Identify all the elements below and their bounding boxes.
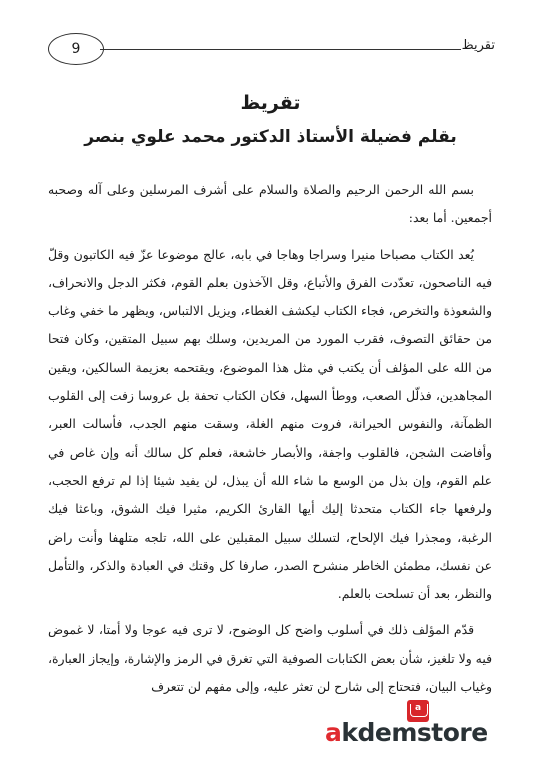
body-text xyxy=(48,176,492,709)
page-subtitle: بقلم فضيلة الأستاذ الدكتور محمد علوي بنصر xyxy=(84,127,457,147)
paragraph-opening: بسم الله الرحمن الرحيم والصلاة والسلام على أشرف المرسلين وعلى آله وصحبه أجمعين. أما بعد: xyxy=(48,182,492,226)
running-title: تقريظ xyxy=(461,38,495,53)
paragraph-main: يُعد الكتاب مصباحا منيرا وسراجا وهاجا في بابه، عالج موضوعا عزّ فيه الكاتبون وقلّ فيه الناصحون، تعدّدت الفرق والأتباع، وقل الآخذون بعلم القوم، فكثر الدجل والانحراف، والشعوذة والتخرص، فجاء الكتاب ليكشف الغطاء، ويزيل الالتباس، ويظهر ما خفي وغاب من حقائق التصوف، فقرب المورد من المريدين، وسلك بهم سبيل المتقين، وكان فتحا من الله على المؤلف أن يكتب في مثل هذا الموضوع، ويقتحمه بعزيمة السالكين، ويقين المجاهدين، فذلّل الصعب، ووطأ السهل، فكان الكتاب تحفة بل عروسا زفت إلى القلوب الظمآنة، والنفوس الحيرانة، فروت منهم الغلة، وسقت منهم الجدب، فأسالت العبر، وأفاضت الشجن، فالقلوب واجفة، والأبصار خاشعة، فعلم كل سالك أنه وإن غاص في علم القوم، وإن بذل من الوسع ما شاء الله أن يبذل، لن يفيد شيئا إذا لم ترفع الحجب، ولرفعها جاء الكتاب متحدثا إليك أيها القارئ الكريم، مثيرا فيك الشوق، وباعثا فيك الرغبة، ومجذرا فيك الإلحاح، لتسلك سبيل المقبلين على الله، تلجه متلهفا وأنت راض عن نفسك، مطمئن الخاطر منشرح الصدر، صارفا كل وقتك في العبادة والذكر، والتأمل والنظر، بعد أن تسلحت بالعلم. xyxy=(48,246,492,602)
page-number: 9 xyxy=(48,33,104,65)
store-logo-text: akdemstore xyxy=(325,718,488,747)
paragraph-style: قدّم المؤلف ذلك في أسلوب واضح كل الوضوح، لا ترى فيه عوجا ولا أمتا، لا غموض فيه ولا تلغيز، شأن بعض الكتابات الصوفية التي تغرق في الرمز والإشارة، وإيجاز العبارة، وغياب البيان، فتحتاج إلى شارح لن تعثر عليه، وإلى مفهم لن تتعرف xyxy=(48,622,492,695)
store-watermark xyxy=(325,700,488,748)
book-cart-icon: a xyxy=(407,700,429,722)
page-title: تقريظ xyxy=(240,92,301,114)
header-rule xyxy=(100,49,461,50)
